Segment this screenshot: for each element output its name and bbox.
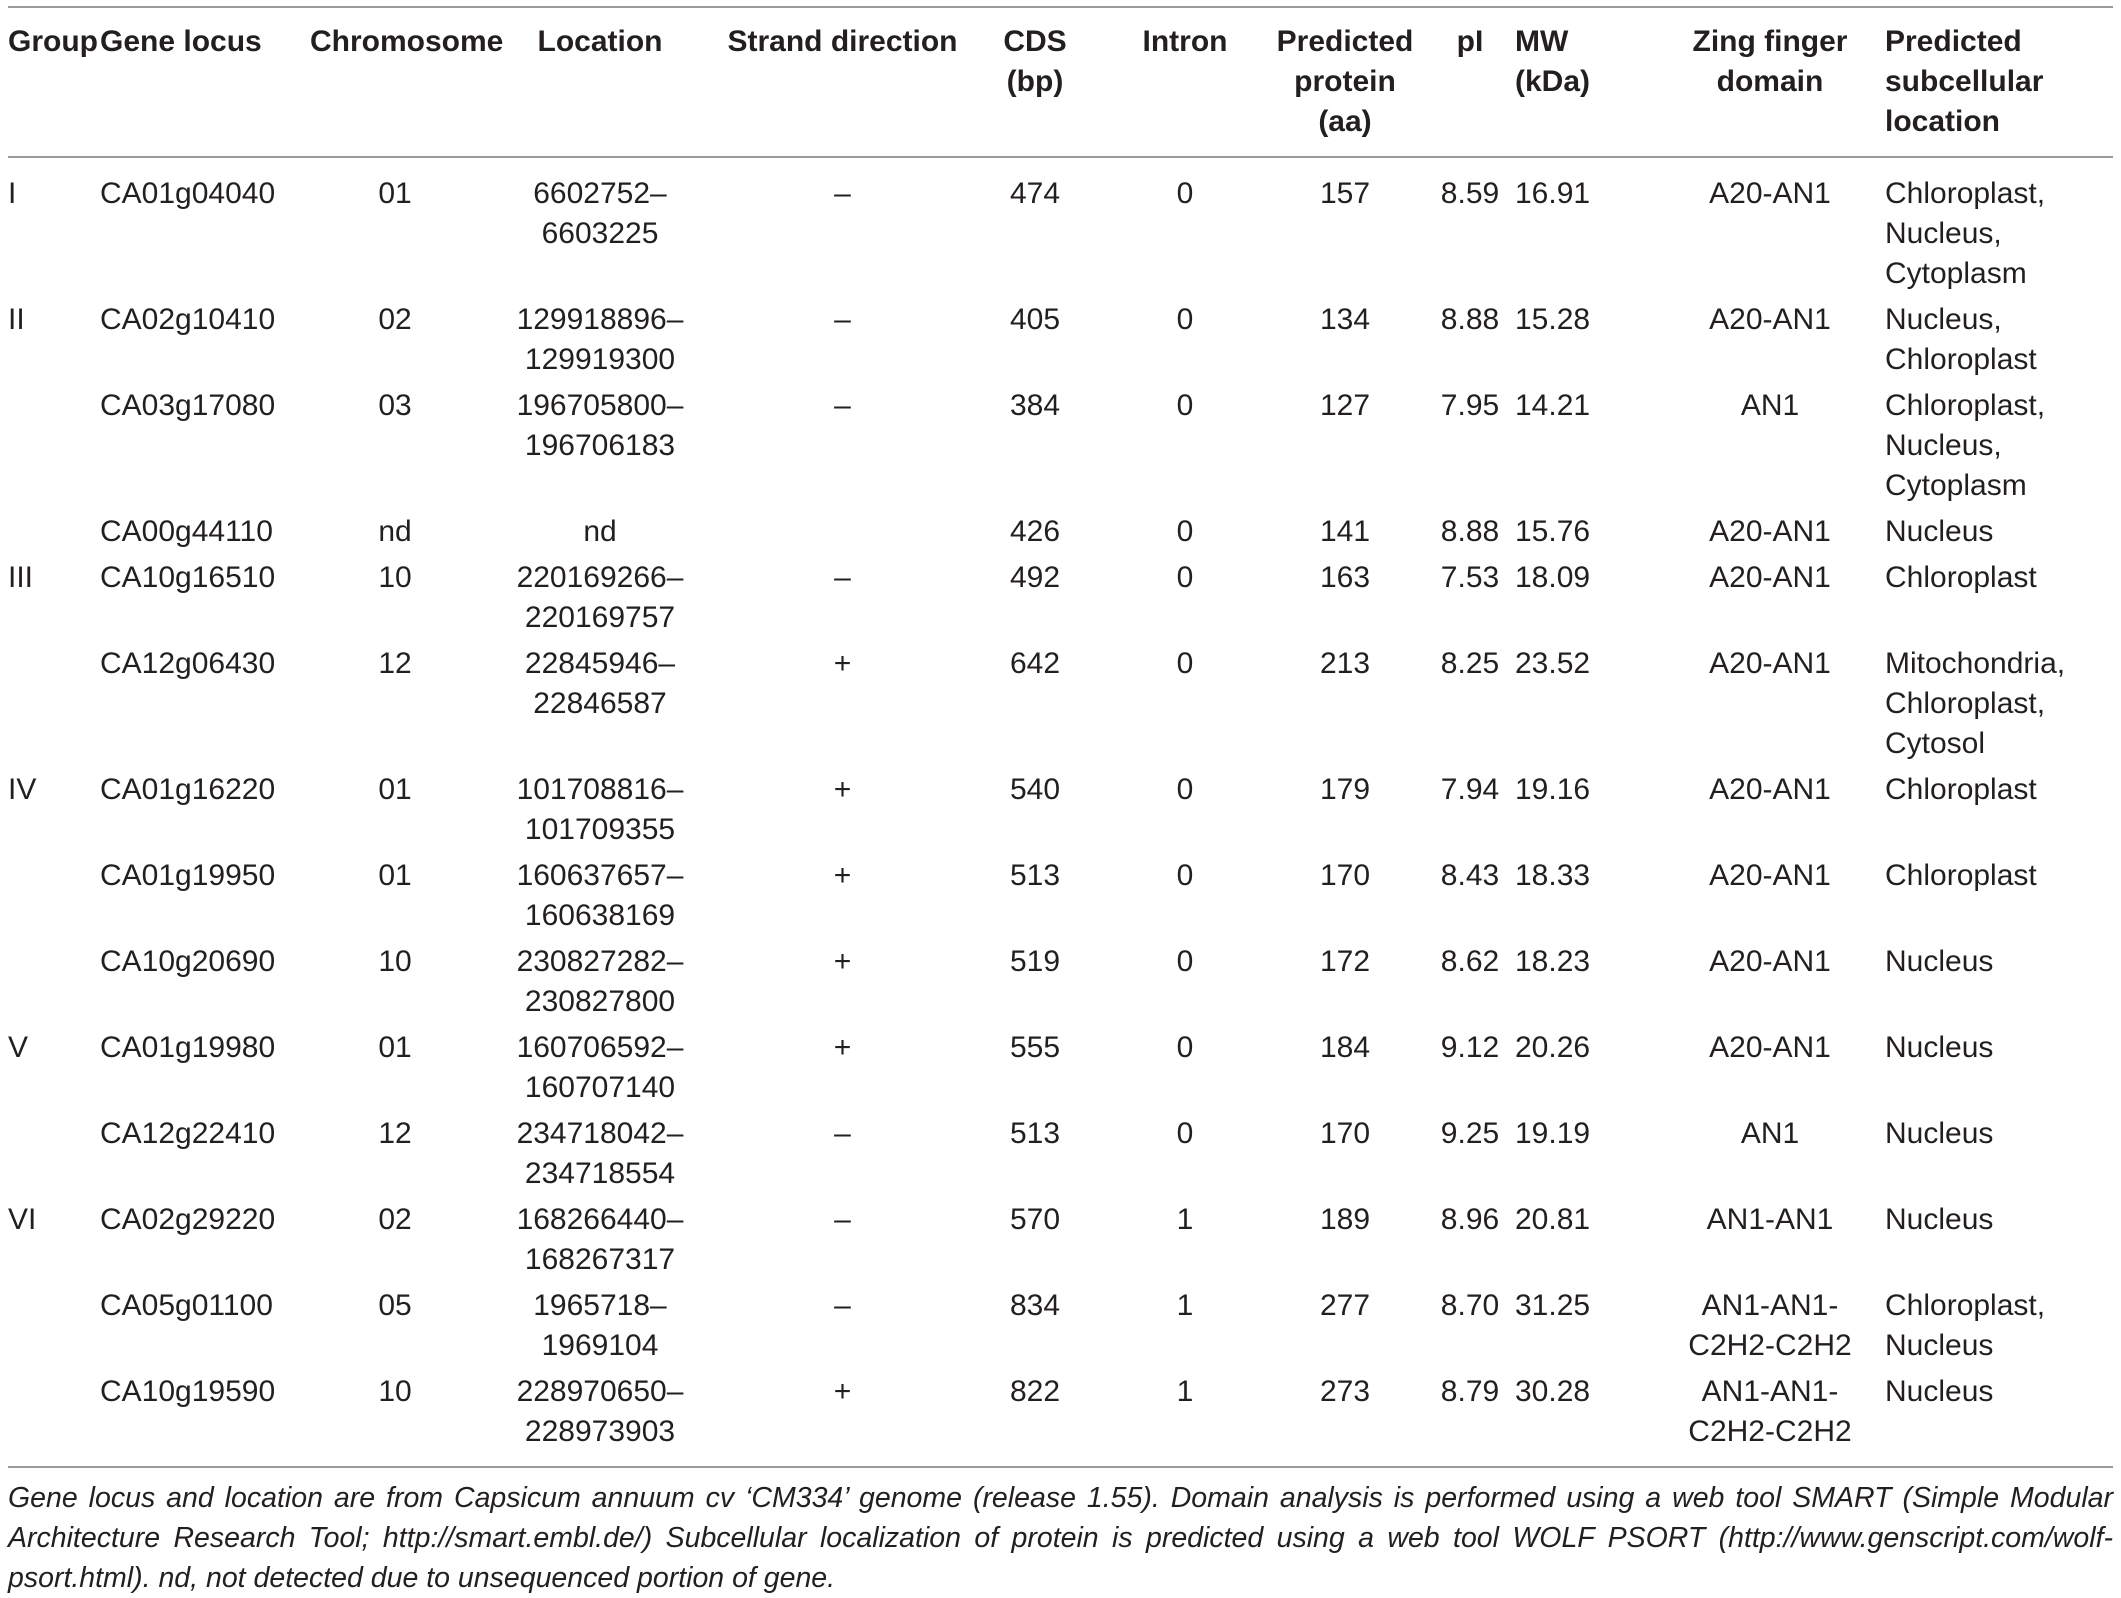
cell-pi: 9.12 xyxy=(1440,1031,1500,1064)
cell-cds: 513 xyxy=(1009,1117,1061,1150)
col-header-chromosome: Chromosome xyxy=(310,25,504,58)
cell-strand: – xyxy=(834,1203,851,1236)
cell-cds: 513 xyxy=(1009,859,1061,892)
cell-cds: 519 xyxy=(1009,945,1061,978)
cell-strand: + xyxy=(833,647,852,680)
cell-group xyxy=(8,386,100,512)
table-row xyxy=(8,644,2113,770)
cell-strand: – xyxy=(834,389,851,422)
col-header-location: Location xyxy=(537,25,663,58)
header-row xyxy=(8,7,2113,157)
cell-domain: A20-AN1 xyxy=(1709,945,1831,978)
table-row xyxy=(8,300,2113,386)
cell-pi: 8.25 xyxy=(1440,647,1500,680)
cell-protein-length: 163 xyxy=(1319,561,1371,594)
cell-subcellular-location: Nucleus xyxy=(1885,1031,1994,1064)
cell-subcellular-location: Mitochondria, Chloroplast, Cytosol xyxy=(1885,647,2066,760)
cell-location: nd xyxy=(583,515,617,548)
cell-protein-length: 184 xyxy=(1319,1031,1371,1064)
cell-strand: + xyxy=(833,1031,852,1064)
col-header-intron: Intron xyxy=(1142,25,1228,58)
cell-cds: 405 xyxy=(1009,303,1061,336)
cell-cds: 822 xyxy=(1009,1375,1061,1408)
cell-protein-length: 170 xyxy=(1319,859,1371,892)
cell-location: 234718042– 234718554 xyxy=(516,1117,684,1190)
cell-protein-length: 172 xyxy=(1319,945,1371,978)
cell-intron: 0 xyxy=(1176,303,1194,336)
cell-mw: 16.91 xyxy=(1515,177,1591,210)
table-footnote: Gene locus and location are from Capsicum annuum cv ‘CM334’ genome (release 1.55). Domain analysis is performed using a web tool SMART (Simple Modular Architecture Research Tool; http://smart.embl.de/) Subcellular localization of protein is predicted using a web tool WOLF PSORT (http://www.genscript.com/wolf-psort.html). nd, not detected due to unsequenced portion of gene. xyxy=(8,1482,2113,1594)
cell-chromosome: 02 xyxy=(378,303,412,336)
cell-group: I xyxy=(8,177,17,210)
cell-cds: 384 xyxy=(1009,389,1061,422)
cell-gene-locus: CA12g22410 xyxy=(100,1117,276,1150)
cell-gene-locus: CA05g01100 xyxy=(100,1289,273,1322)
cell-chromosome: 12 xyxy=(378,647,412,680)
table-row xyxy=(8,1372,2113,1467)
cell-group: II xyxy=(8,303,25,336)
cell-protein-length: 273 xyxy=(1319,1375,1371,1408)
cell-subcellular-location: Nucleus xyxy=(1885,1117,1994,1150)
cell-group: III xyxy=(8,561,34,594)
cell-group xyxy=(8,856,100,942)
cell-location: 228970650– 228973903 xyxy=(516,1375,684,1448)
cell-intron: 0 xyxy=(1176,177,1194,210)
cell-group: IV xyxy=(8,773,37,806)
cell-domain: AN1 xyxy=(1740,389,1800,422)
cell-strand: + xyxy=(833,945,852,978)
cell-strand: – xyxy=(834,177,851,210)
cell-mw: 15.76 xyxy=(1515,515,1591,548)
cell-gene-locus: CA10g20690 xyxy=(100,945,276,978)
cell-group xyxy=(8,512,100,558)
cell-mw: 18.23 xyxy=(1515,945,1591,978)
cell-protein-length: 157 xyxy=(1319,177,1371,210)
cell-location: 101708816– 101709355 xyxy=(516,773,684,846)
cell-cds: 642 xyxy=(1009,647,1061,680)
cell-group xyxy=(8,1286,100,1372)
col-header-predicted-protein: Predicted protein (aa) xyxy=(1276,25,1414,138)
table-row xyxy=(8,386,2113,512)
cell-pi: 8.88 xyxy=(1440,515,1500,548)
cell-pi: 9.25 xyxy=(1440,1117,1500,1150)
cell-domain: A20-AN1 xyxy=(1709,773,1831,806)
cell-gene-locus: CA01g19950 xyxy=(100,859,276,892)
cell-group: VI xyxy=(8,1203,37,1236)
cell-chromosome: 01 xyxy=(378,773,412,806)
cell-location: 196705800– 196706183 xyxy=(516,389,684,462)
cell-protein-length: 189 xyxy=(1319,1203,1371,1236)
col-header-strand-direction: Strand direction xyxy=(727,25,958,58)
cell-mw: 15.28 xyxy=(1515,303,1591,336)
cell-subcellular-location: Nucleus, Chloroplast xyxy=(1885,303,2037,376)
cell-subcellular-location: Chloroplast, Nucleus xyxy=(1885,1289,2046,1362)
cell-gene-locus: CA02g29220 xyxy=(100,1203,276,1236)
table-body xyxy=(8,157,2113,1467)
cell-intron: 0 xyxy=(1176,1117,1194,1150)
cell-intron: 1 xyxy=(1176,1375,1194,1408)
cell-pi: 8.88 xyxy=(1440,303,1500,336)
cell-subcellular-location: Nucleus xyxy=(1885,515,1994,548)
cell-intron: 0 xyxy=(1176,859,1194,892)
cell-location: 168266440– 168267317 xyxy=(516,1203,684,1276)
cell-domain: A20-AN1 xyxy=(1709,859,1831,892)
cell-domain: AN1 xyxy=(1740,1117,1800,1150)
cell-location: 160637657– 160638169 xyxy=(516,859,684,932)
cell-cds: 492 xyxy=(1009,561,1061,594)
cell-group xyxy=(8,1114,100,1200)
cell-chromosome: 05 xyxy=(378,1289,412,1322)
cell-intron: 0 xyxy=(1176,389,1194,422)
cell-chromosome: 10 xyxy=(378,1375,412,1408)
gene-table xyxy=(8,6,2113,1468)
cell-pi: 7.95 xyxy=(1440,389,1500,422)
cell-domain: A20-AN1 xyxy=(1709,561,1831,594)
cell-mw: 19.16 xyxy=(1515,773,1591,806)
cell-strand: – xyxy=(834,303,851,336)
cell-protein-length: 170 xyxy=(1319,1117,1371,1150)
table-row xyxy=(8,856,2113,942)
cell-mw: 23.52 xyxy=(1515,647,1591,680)
col-header-pi: pI xyxy=(1456,25,1484,58)
cell-location: 160706592– 160707140 xyxy=(516,1031,684,1104)
cell-intron: 0 xyxy=(1176,561,1194,594)
cell-subcellular-location: Chloroplast xyxy=(1885,773,2037,806)
cell-subcellular-location: Nucleus xyxy=(1885,945,1994,978)
cell-gene-locus: CA01g16220 xyxy=(100,773,276,806)
cell-group xyxy=(8,1372,100,1467)
cell-mw: 30.28 xyxy=(1515,1375,1591,1408)
cell-domain: A20-AN1 xyxy=(1709,177,1831,210)
cell-location: 129918896– 129919300 xyxy=(516,303,684,376)
cell-strand: + xyxy=(833,1375,852,1408)
cell-intron: 0 xyxy=(1176,515,1194,548)
cell-strand: – xyxy=(834,561,851,594)
cell-location: 220169266– 220169757 xyxy=(516,561,684,634)
cell-cds: 555 xyxy=(1009,1031,1061,1064)
table-header xyxy=(8,7,2113,157)
cell-group: V xyxy=(8,1031,29,1064)
cell-gene-locus: CA10g19590 xyxy=(100,1375,276,1408)
table-row xyxy=(8,1114,2113,1200)
cell-chromosome: nd xyxy=(378,515,412,548)
cell-gene-locus: CA03g17080 xyxy=(100,389,276,422)
cell-strand: – xyxy=(834,1117,851,1150)
cell-gene-locus: CA01g19980 xyxy=(100,1031,276,1064)
cell-pi: 8.96 xyxy=(1440,1203,1500,1236)
cell-subcellular-location: Chloroplast, Nucleus, Cytoplasm xyxy=(1885,389,2046,502)
cell-mw: 14.21 xyxy=(1515,389,1591,422)
col-header-cds: CDS (bp) xyxy=(1003,25,1067,98)
cell-subcellular-location: Nucleus xyxy=(1885,1203,1994,1236)
cell-chromosome: 12 xyxy=(378,1117,412,1150)
cell-mw: 31.25 xyxy=(1515,1289,1591,1322)
cell-chromosome: 01 xyxy=(378,177,412,210)
col-header-subcellular-location: Predicted subcellular location xyxy=(1885,25,2044,138)
cell-pi: 7.53 xyxy=(1440,561,1500,594)
cell-pi: 8.79 xyxy=(1440,1375,1500,1408)
cell-cds: 570 xyxy=(1009,1203,1061,1236)
table-row xyxy=(8,157,2113,300)
cell-subcellular-location: Chloroplast, Nucleus, Cytoplasm xyxy=(1885,177,2046,290)
cell-location: 230827282– 230827800 xyxy=(516,945,684,1018)
cell-mw: 20.26 xyxy=(1515,1031,1591,1064)
cell-mw: 19.19 xyxy=(1515,1117,1591,1150)
cell-domain: AN1-AN1- C2H2-C2H2 xyxy=(1688,1375,1852,1448)
table-row xyxy=(8,1028,2113,1114)
cell-domain: AN1-AN1 xyxy=(1706,1203,1834,1236)
cell-mw: 18.33 xyxy=(1515,859,1591,892)
cell-subcellular-location: Nucleus xyxy=(1885,1375,1994,1408)
cell-pi: 8.43 xyxy=(1440,859,1500,892)
cell-intron: 0 xyxy=(1176,1031,1194,1064)
cell-gene-locus: CA10g16510 xyxy=(100,561,276,594)
cell-chromosome: 03 xyxy=(378,389,412,422)
cell-protein-length: 134 xyxy=(1319,303,1371,336)
cell-location: 22845946– 22846587 xyxy=(524,647,676,720)
cell-subcellular-location: Chloroplast xyxy=(1885,859,2037,892)
table-row xyxy=(8,512,2113,558)
cell-intron: 0 xyxy=(1176,773,1194,806)
cell-strand: + xyxy=(833,773,852,806)
cell-protein-length: 127 xyxy=(1319,389,1371,422)
cell-gene-locus: CA00g44110 xyxy=(100,515,273,548)
cell-domain: A20-AN1 xyxy=(1709,515,1831,548)
cell-intron: 0 xyxy=(1176,647,1194,680)
cell-cds: 426 xyxy=(1009,515,1061,548)
cell-chromosome: 01 xyxy=(378,859,412,892)
cell-pi: 8.62 xyxy=(1440,945,1500,978)
cell-cds: 540 xyxy=(1009,773,1061,806)
cell-chromosome: 02 xyxy=(378,1203,412,1236)
col-header-group: Group xyxy=(8,25,98,58)
cell-domain: A20-AN1 xyxy=(1709,303,1831,336)
cell-strand: + xyxy=(833,859,852,892)
cell-chromosome: 10 xyxy=(378,945,412,978)
cell-gene-locus: CA01g04040 xyxy=(100,177,276,210)
cell-protein-length: 141 xyxy=(1319,515,1371,548)
cell-cds: 834 xyxy=(1009,1289,1061,1322)
table-row xyxy=(8,558,2113,644)
cell-gene-locus: CA12g06430 xyxy=(100,647,276,680)
cell-strand: – xyxy=(834,1289,851,1322)
table-row xyxy=(8,770,2113,856)
col-header-gene-locus: Gene locus xyxy=(100,25,262,58)
cell-domain: A20-AN1 xyxy=(1709,1031,1831,1064)
cell-mw: 18.09 xyxy=(1515,561,1591,594)
cell-mw: 20.81 xyxy=(1515,1203,1591,1236)
cell-pi: 8.70 xyxy=(1440,1289,1500,1322)
cell-location: 6602752– 6603225 xyxy=(533,177,667,250)
cell-protein-length: 213 xyxy=(1319,647,1371,680)
cell-group xyxy=(8,942,100,1028)
table-row xyxy=(8,1286,2113,1372)
cell-pi: 8.59 xyxy=(1440,177,1500,210)
cell-chromosome: 01 xyxy=(378,1031,412,1064)
table-row xyxy=(8,1200,2113,1286)
table-row xyxy=(8,942,2113,1028)
cell-chromosome: 10 xyxy=(378,561,412,594)
cell-subcellular-location: Chloroplast xyxy=(1885,561,2037,594)
cell-strand xyxy=(720,512,965,558)
cell-location: 1965718– 1969104 xyxy=(533,1289,667,1362)
cell-pi: 7.94 xyxy=(1440,773,1500,806)
cell-group xyxy=(8,644,100,770)
cell-gene-locus: CA02g10410 xyxy=(100,303,276,336)
cell-cds: 474 xyxy=(1009,177,1061,210)
cell-intron: 1 xyxy=(1176,1203,1194,1236)
cell-domain: AN1-AN1- C2H2-C2H2 xyxy=(1688,1289,1852,1362)
cell-domain: A20-AN1 xyxy=(1709,647,1831,680)
cell-protein-length: 179 xyxy=(1319,773,1371,806)
cell-intron: 0 xyxy=(1176,945,1194,978)
cell-intron: 1 xyxy=(1176,1289,1194,1322)
col-header-zinc-finger-domain: Zing finger domain xyxy=(1692,25,1848,98)
cell-protein-length: 277 xyxy=(1319,1289,1371,1322)
col-header-mw: MW (kDa) xyxy=(1515,25,1591,98)
